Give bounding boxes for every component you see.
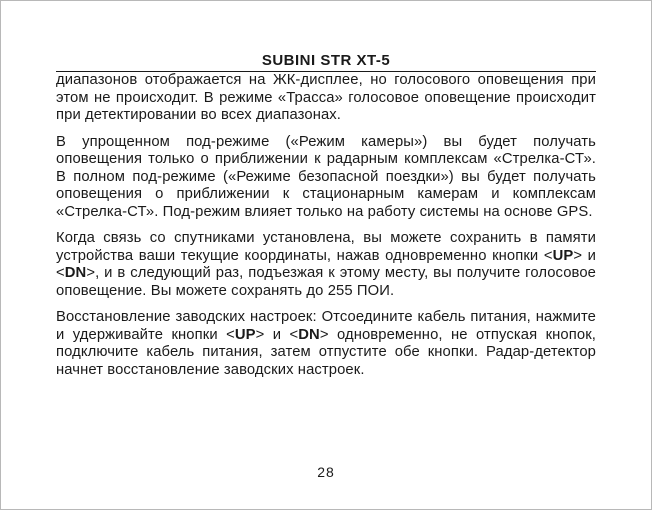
paragraph-text-segment: >, и в следующий раз, подъезжая к этому месту, вы получите голосовое оповещение. Вы можете сохранять до 255 ПОИ.	[56, 265, 597, 299]
page-number: 28	[317, 464, 335, 480]
paragraph-sub-modes: В упрощенном под-режиме («Режим камеры») вы будет получать оповещения только о приближении к радарным комплексам «Стрелка-СТ». В полном под-режиме («Режиме безопасной поездки») вы будет получать оповещения о приближении к стационарным камерам и комплексам «Стрелка-СТ». Под-режим влияет только на работу системы на основе GPS.	[56, 133, 596, 220]
key-dn-label: DN	[64, 265, 87, 281]
key-up-label: UP	[552, 247, 574, 264]
paragraph-text-segment: > и <	[255, 326, 299, 343]
page-header-title: SUBINI STR XT-5	[261, 52, 391, 69]
key-up-label: UP	[234, 326, 256, 343]
paragraph-text-segment: > и <	[56, 247, 596, 281]
page-body	[56, 72, 596, 388]
paragraph-text-segment: Когда связь со спутниками установлена, вы можете сохранить в памяти устройства ваши текущие координаты, нажав одновременно кнопки <	[56, 230, 596, 264]
paragraph-text-segment: > одновременно, не отпуская кнопок, подключите кабель питания, затем отпустите обе кнопки. Радар-детектор начнет восстановление заводских настроек.	[56, 326, 596, 378]
key-dn-label: DN	[298, 326, 320, 343]
paragraph-save-coordinates	[56, 230, 596, 300]
paragraph-text-segment: Восстановление заводских настроек: Отсоедините кабель питания, нажмите и удерживайте кнопки <	[56, 309, 596, 343]
paragraph-display-mode: диапазонов отображается на ЖК-дисплее, но голосового оповещения при этом не происходит. В режиме «Трасса» голосовое оповещение происходит при детектировании во всех диапазонах.	[56, 72, 596, 123]
paragraph-factory-reset	[56, 309, 596, 379]
